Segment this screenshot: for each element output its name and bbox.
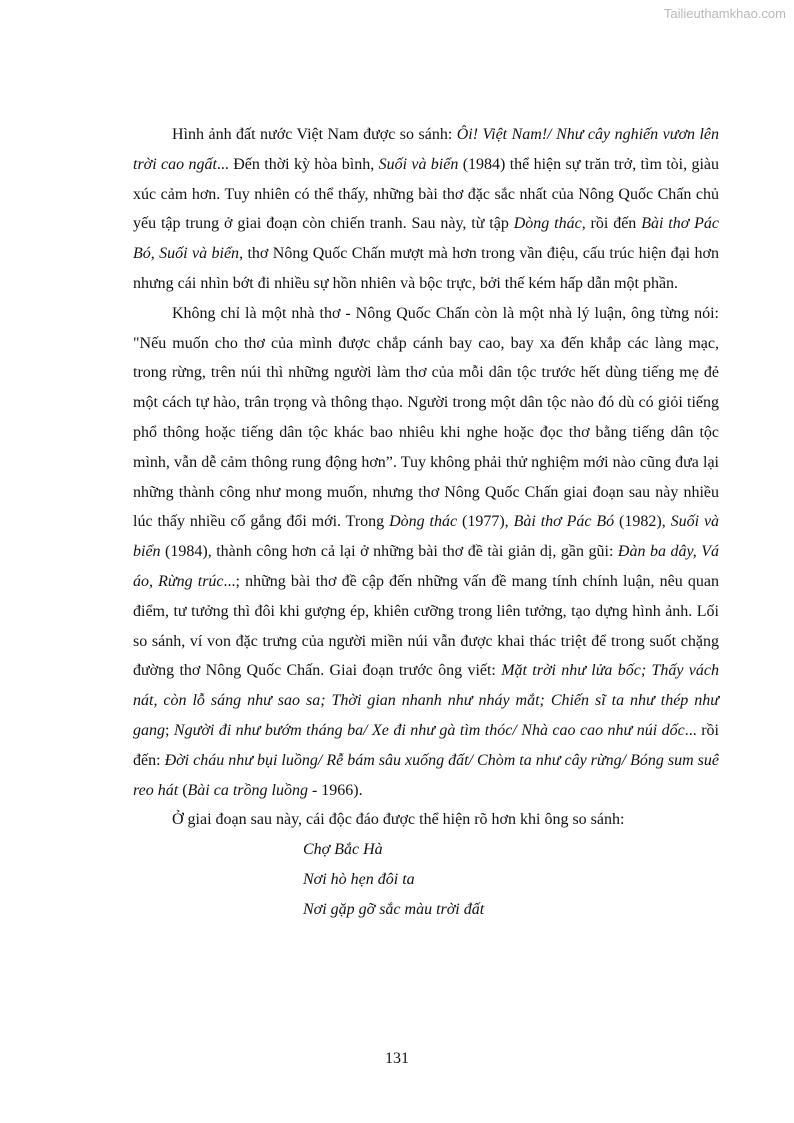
poem-line: Nơi hò hẹn đôi ta [303, 870, 415, 888]
italic-run: Bài thơ Pác Bó [513, 513, 615, 531]
text-run: - 1966). [307, 781, 363, 799]
italic-run: Suối và biển [133, 513, 720, 561]
document-body [133, 120, 719, 925]
text-run: ( [178, 781, 188, 799]
italic-run: Ôi! Việt Nam!/ Như cây nghiến vươn lên trời cao ngất [133, 126, 720, 173]
text-run: ... Đến thời kỳ hòa bình, [216, 155, 379, 173]
paragraph-2 [133, 299, 719, 806]
text-run: , thơ Nông Quốc Chấn mượt mà hơn trong vần điệu, cấu trúc hiện đại hơn nhưng cái nhìn bớt đi nhiều sự hồn nhiên và bộc trực, bởi thế kém hấp dẫn một phần. [133, 245, 719, 292]
text-run: Hình ảnh đất nước Việt Nam được so sánh: [172, 126, 457, 143]
poem-line: Nơi gặp gỡ sắc màu trời đất [303, 900, 485, 918]
italic-run: Mặt trời như lửa bốc; Thấy vách nát, còn lỗ sáng như sao sa; Thời gian nhanh như nháy mắt; Chiến sĩ ta như thép như gang [133, 662, 719, 739]
text-run: (1982), [614, 513, 671, 531]
italic-run: Suối và biển [378, 155, 459, 173]
italic-run: Bài thơ Pác Bó, Suối và biển [133, 215, 720, 263]
italic-run: Bài ca trồng luồng [187, 781, 308, 799]
italic-run: Dòng thác [389, 513, 458, 531]
italic-run: Đàn ba dây, Vá áo, Rừng trúc [133, 543, 720, 590]
text-run: (1984), thành công hơn cả lại ở những bài thơ đề tài giản dị, gần gũi: [160, 543, 618, 561]
text-run: (1984) thể hiện sự trăn trở, tìm tòi, giàu xúc cảm hơn. Tuy nhiên có thể thấy, những bài thơ đặc sắc nhất của Nông Quốc Chấn chủ yếu tập trung ở giai đoạn còn chiến tranh. Sau này, từ tập [133, 155, 720, 233]
italic-run: Người đi như bướm tháng ba/ Xe đi như gà tìm thóc/ Nhà cao cao như núi dốc [173, 721, 685, 739]
text-run: , rồi đến [581, 215, 642, 233]
paragraph-1 [133, 120, 719, 299]
italic-run: Đời cháu như bụi luồng/ Rễ bám sâu xuống đất/ Chòm ta như cây rừng/ Bóng sum suê reo hát [133, 751, 720, 799]
paragraph-3 [133, 805, 719, 835]
text-run: ; [165, 721, 174, 739]
text-run: ... rồi đến: [133, 721, 719, 769]
watermark: Tailieuthamkhao.com [663, 6, 786, 21]
poem-line: Chợ Bắc Hà [303, 841, 383, 859]
text-run: Ở giai đoạn sau này, cái độc đáo được thể hiện rõ hơn khi ông so sánh: [172, 811, 625, 829]
text-run: ...; những bài thơ đề cập đến những vấn đề mang tính chính luận, nêu quan điểm, tư tưởng thì đôi khi gượng ép, khiên cưỡng trong liên tưởng, tạo dựng hình ảnh. Lối so sánh, ví von đặc trưng của người miền núi vẫn được khai thác triệt để trong suốt chặng đường thơ Nông Quốc Chấn. Giai đoạn trước ông viết: [133, 572, 719, 680]
italic-run: Dòng thác [513, 215, 582, 233]
text-run: Không chỉ là một nhà thơ - Nông Quốc Chấn còn là một nhà lý luận, ông từng nói: "Nếu muốn cho thơ của mình được chắp cánh bay cao, bay xa đến khắp các làng mạc, trong rừng, trên núi thì những người làm thơ của mỗi dân tộc trước hết dùng tiếng mẹ đẻ một cách tự hào, trân trọng và thông thạo. Người trong một dân tộc nào đó dù có giỏi tiếng phổ thông hoặc tiếng dân tộc khác bao nhiêu khi nghe hoặc đọc thơ bằng tiếng dân tộc mình, vẫn dễ cảm thông rung động hơn”. Tuy không phải thử nghiệm mới nào cũng đưa lại những thành công như mong muốn, nhưng thơ Nông Quốc Chấn giai đoạn sau này nhiều lúc thấy nhiều cố gắng đổi mới. Trong [133, 304, 719, 531]
text-run: (1977), [457, 513, 514, 531]
page-number: 131 [385, 1050, 409, 1067]
poem-excerpt [303, 835, 719, 924]
